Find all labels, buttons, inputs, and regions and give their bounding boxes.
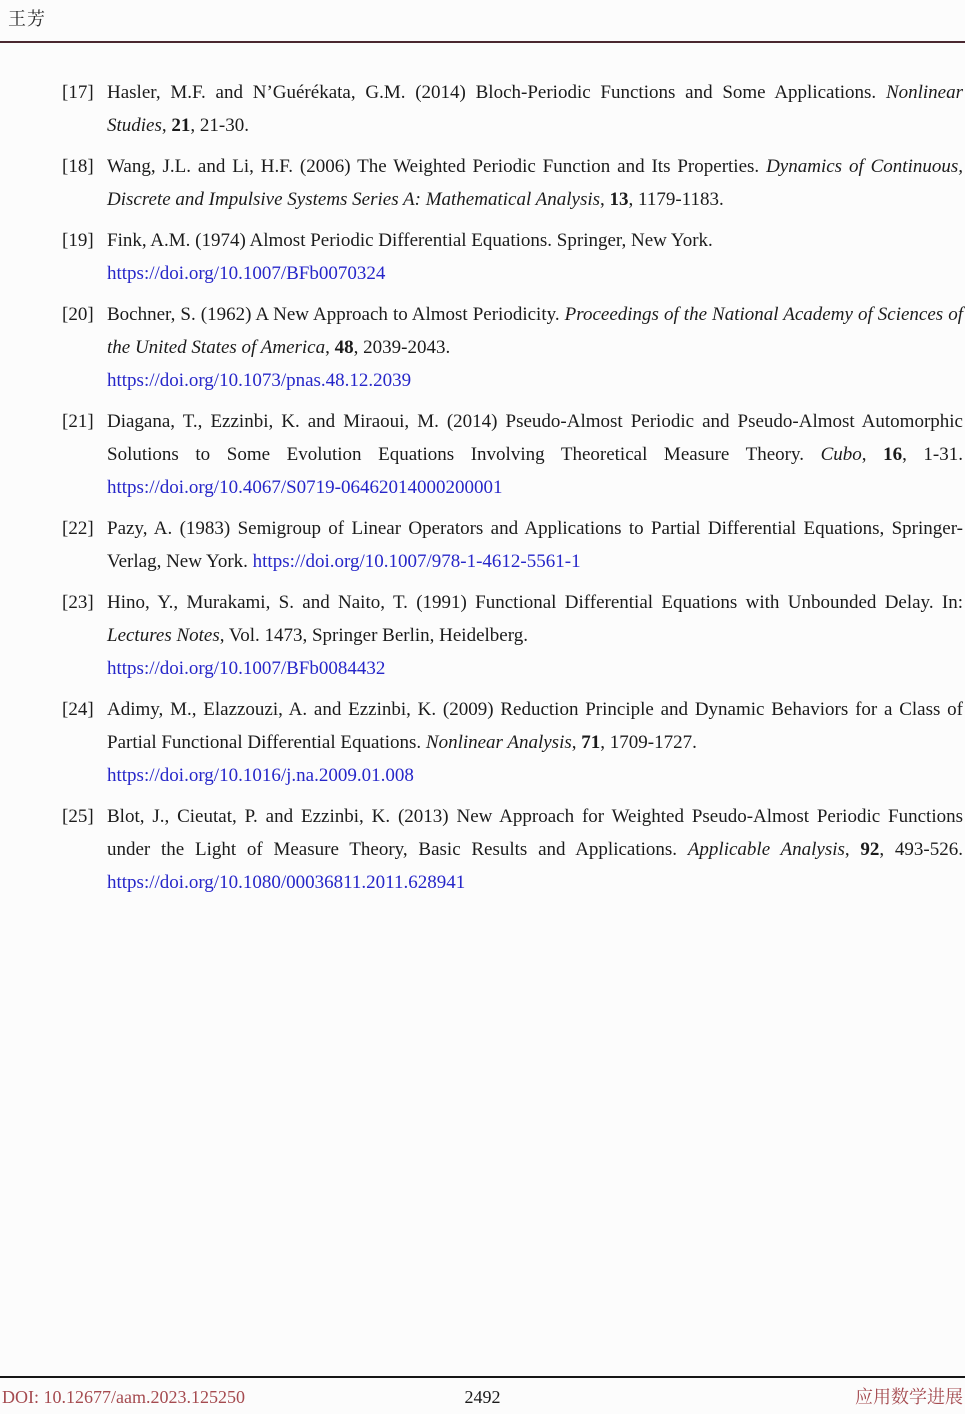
reference-number: [21] [62,411,94,432]
running-head-author: 王芳 [8,9,46,29]
reference-text-run: , 493-526. [879,839,963,860]
footer-rule [0,1376,965,1378]
reference-text [107,405,963,504]
reference-item [62,586,963,685]
journal-name-italic: Nonlinear Analysis [425,732,572,753]
reference-item [62,150,963,216]
doi-link[interactable]: https://doi.org/10.1080/00036811.2011.628941 [107,872,466,893]
reference-text-run: , [861,444,884,465]
reference-number: [19] [62,230,94,251]
reference-item [62,298,963,397]
reference-text-run: , 21-30. [190,115,249,136]
reference-text [107,224,963,290]
volume-number-bold: 48 [334,337,354,358]
reference-text-run: , [600,189,610,210]
reference-text-run: Blot, J., Cieutat, P. and Ezzinbi, K. (2013) New Approach for Weighted Pseudo-Almost Periodic Functions under the Light of Measure Theory, Basic Results and Applications. [107,806,963,860]
reference-text-run: , 1-31. [902,444,964,465]
reference-text-run: , 1709-1727. [600,732,697,753]
reference-number: [24] [62,699,94,720]
reference-text [107,586,963,685]
journal-name-italic: Cubo [820,444,862,465]
reference-text [107,512,963,578]
page-number: 2492 [464,1387,501,1407]
volume-number-bold: 13 [609,189,629,210]
doi-text: DOI: 10.12677/aam.2023.125250 [2,1387,245,1407]
reference-text-run: Bochner, S. (1962) A New Approach to Almost Periodicity. [107,304,565,325]
reference-text-run: , [571,732,582,753]
reference-number: [17] [62,82,94,103]
reference-text-run: , [844,839,861,860]
journal-name-italic: Applicable Analysis [687,839,845,860]
journal-name-italic: Dynamics of Continuous, Discrete and Impulsive Systems Series A: Mathematical Analysis [107,156,963,210]
reference-text-run: , Vol. 1473, Springer Berlin, Heidelberg. [219,625,528,646]
reference-text-run: , [325,337,335,358]
doi-link[interactable]: https://doi.org/10.1016/j.na.2009.01.008 [107,765,414,786]
journal-name-italic: Lectures Notes [107,625,220,646]
reference-text [107,76,963,142]
reference-item [62,224,963,290]
doi-link[interactable]: https://doi.org/10.4067/S0719-06462014000200001 [107,477,503,498]
reference-text-run: Fink, A.M. (1974) Almost Periodic Differential Equations. Springer, New York. [107,230,713,251]
references-list [62,76,963,907]
journal-name-italic: Proceedings of the National Academy of Sciences of the United States of America [107,304,963,358]
reference-item [62,800,963,899]
reference-text-run: Diagana, T., Ezzinbi, K. and Miraoui, M. (2014) Pseudo-Almost Periodic and Pseudo-Almost Automorphic Solutions to Some Evolution Equations Involving Theoretical Measure Theory. [107,411,963,465]
doi-link[interactable]: https://doi.org/10.1073/pnas.48.12.2039 [107,370,412,391]
reference-item [62,512,963,578]
reference-text [107,298,963,397]
journal-name: 应用数学进展 [855,1387,963,1407]
reference-text-run: , [161,115,172,136]
reference-item [62,405,963,504]
reference-text [107,150,963,216]
volume-number-bold: 16 [883,444,903,465]
reference-number: [25] [62,806,94,827]
reference-item [62,76,963,142]
reference-text-run: , 1179-1183. [628,189,724,210]
header-rule [0,41,965,43]
reference-text-run: Hasler, M.F. and N’Guérékata, G.M. (2014) Bloch-Periodic Functions and Some Applications. [107,82,886,103]
doi-link[interactable]: https://doi.org/10.1007/978-1-4612-5561-1 [252,551,581,572]
reference-text-run: Pazy, A. (1983) Semigroup of Linear Operators and Applications to Partial Differential Equations, Springer-Verlag, New York. [107,518,963,572]
reference-text [107,800,963,899]
volume-number-bold: 21 [171,115,191,136]
doi-link[interactable]: https://doi.org/10.1007/BFb0084432 [107,658,386,679]
reference-text-run: Wang, J.L. and Li, H.F. (2006) The Weighted Periodic Function and Its Properties. [107,156,767,177]
reference-item [62,693,963,792]
page-footer [0,1383,965,1411]
volume-number-bold: 92 [860,839,880,860]
reference-number: [18] [62,156,94,177]
journal-name-italic: Nonlinear Studies [107,82,963,136]
reference-text-run: Adimy, M., Elazzouzi, A. and Ezzinbi, K. (2009) Reduction Principle and Dynamic Behaviors for a Class of Partial Functional Differential Equations. [107,699,963,753]
reference-text-run: Hino, Y., Murakami, S. and Naito, T. (1991) Functional Differential Equations with Unbounded Delay. In: [107,592,963,613]
reference-text [107,693,963,792]
reference-number: [22] [62,518,94,539]
reference-number: [20] [62,304,94,325]
doi-link[interactable]: https://doi.org/10.1007/BFb0070324 [107,263,386,284]
volume-number-bold: 71 [581,732,601,753]
reference-number: [23] [62,592,94,613]
reference-text-run: , 2039-2043. [353,337,451,358]
